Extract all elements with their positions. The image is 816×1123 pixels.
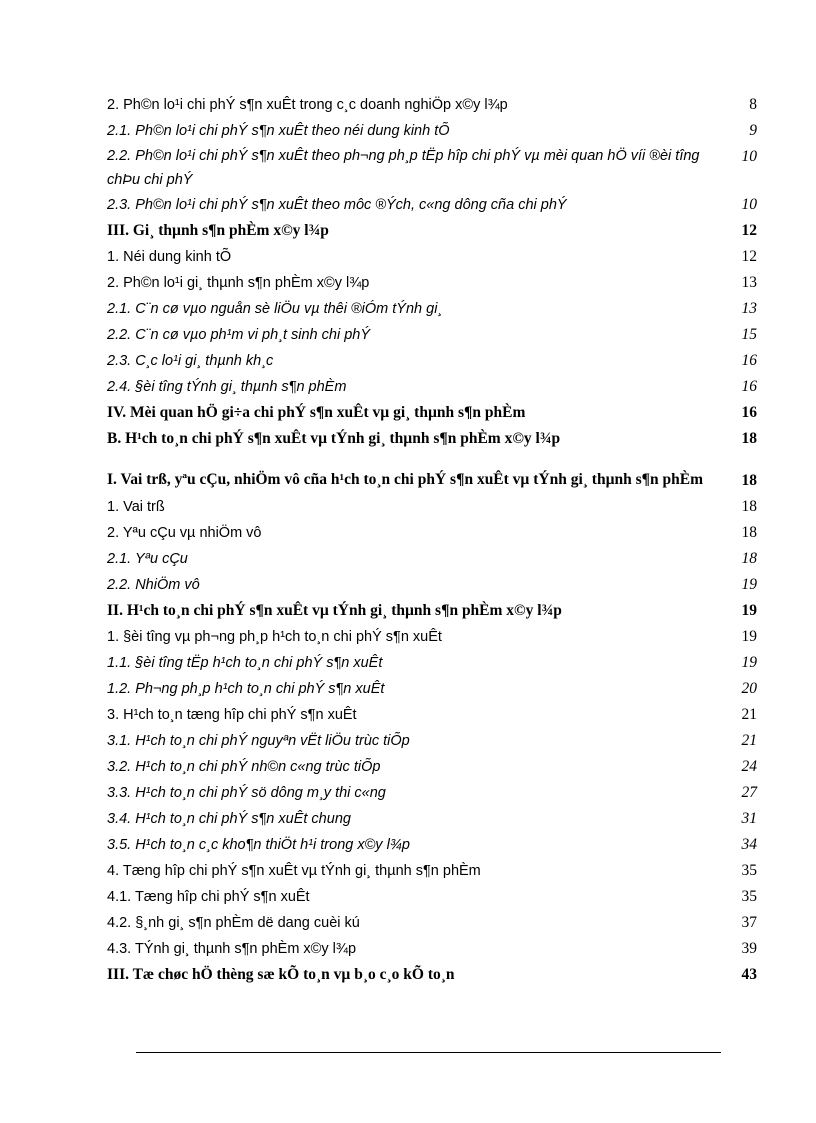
toc-entry-title: 3.4. H¹ch to¸n chi phÝ s¶n xuÊt chung [107,811,351,827]
toc-entry-page: 24 [741,758,757,775]
toc-entry-title: I. Vai trß, yªu cÇu, nhiÖm vô cña h¹ch to¸n chi phÝ s¶n xuÊt vµ tÝnh gi¸ thµnh s¶n phÈm [107,471,704,488]
toc-entry [107,494,757,520]
toc-entry [107,780,757,806]
toc-entry [107,270,757,296]
toc-entry-title: 4.2. §¸nh gi¸ s¶n phÈm dë dang cuèi kú [107,915,360,931]
toc-entry-title: 2. Ph©n lo¹i chi phÝ s¶n xuÊt trong c¸c doanh nghiÖp x©y l¾p [107,97,508,113]
toc-entry-page: 16 [741,404,757,421]
toc-entry [107,676,757,702]
toc-entry [107,520,757,546]
toc-entry-title: 4.1. Tæng hîp chi phÝ s¶n xuÊt [107,889,310,905]
toc-entry-title: 2.3. Ph©n lo¹i chi phÝ s¶n xuÊt theo môc ®Ých, c«ng dông cña chi phÝ [107,197,567,213]
toc-entry [107,962,757,988]
toc-entry-title: 3.3. H¹ch to¸n chi phÝ sö dông m¸y thi c«ng [107,785,386,801]
toc-entry-title: 3.1. H¹ch to¸n chi phÝ nguyªn vËt liÖu trùc tiÕp [107,733,410,749]
table-of-contents [107,92,757,988]
toc-entry-title: 1.1. §èi tîng tËp h¹ch to¸n chi phÝ s¶n xuÊt [107,655,383,671]
toc-entry-page: 19 [741,628,757,645]
toc-entry-title: III. Tæ chøc hÖ thèng sæ kÕ to¸n vµ b¸o c¸o kÕ to¸n [107,966,455,983]
toc-entry-title: 4. Tæng hîp chi phÝ s¶n xuÊt vµ tÝnh gi¸ thµnh s¶n phÈm [107,863,481,879]
toc-entry [107,218,757,244]
toc-entry [107,858,757,884]
toc-entry-page: 16 [741,352,757,369]
toc-entry-page: 10 [741,196,757,213]
toc-entry [107,832,757,858]
toc-entry [107,910,757,936]
toc-entry-page: 20 [741,680,757,697]
toc-entry [107,936,757,962]
toc-entry-page: 21 [741,732,757,749]
toc-entry [107,754,757,780]
toc-entry-page: 27 [741,784,757,801]
toc-entry-title: 3.5. H¹ch to¸n c¸c kho¶n thiÖt h¹i trong x©y l¾p [107,837,410,853]
toc-entry-page: 8 [749,96,757,113]
toc-entry-page: 39 [741,940,757,957]
toc-entry-page: 16 [741,378,757,395]
toc-entry [107,296,757,322]
toc-entry [107,468,757,494]
toc-entry-title: 3. H¹ch to¸n tæng hîp chi phÝ s¶n xuÊt [107,707,357,723]
toc-entry-title: IV. Mèi quan hÖ gi÷a chi phÝ s¶n xuÊt vµ gi¸ thµnh s¶n phÈm [107,404,526,421]
toc-entry-page: 35 [741,862,757,879]
toc-entry-page: 9 [749,122,757,139]
toc-entry [107,624,757,650]
toc-entry [107,546,757,572]
toc-entry-page: 19 [741,602,757,619]
toc-entry-page: 18 [741,550,757,567]
footer-rule [136,1052,721,1053]
toc-entry [107,322,757,348]
toc-entry-page: 21 [741,706,757,723]
toc-entry-page: 12 [741,222,757,239]
toc-entry [107,884,757,910]
toc-entry-page: 18 [741,472,757,489]
toc-entry [107,650,757,676]
toc-entry-page: 35 [741,888,757,905]
toc-entry-title: 2.3. C¸c lo¹i gi¸ thµnh kh¸c [107,353,274,369]
toc-entry [107,118,757,144]
toc-entry-page: 31 [741,810,757,827]
toc-entry-title: 2.1. C¨n cø vµo nguån sè liÖu vµ thêi ®iÓm tÝnh gi¸ [107,301,443,317]
toc-entry-page: 19 [741,654,757,671]
toc-entry [107,348,757,374]
toc-entry-title: 1. §èi tîng vµ ph¬ng ph¸p h¹ch to¸n chi phÝ s¶n xuÊt [107,629,442,645]
toc-entry-page: 34 [741,836,757,853]
toc-entry-title: 3.2. H¹ch to¸n chi phÝ nh©n c«ng trùc tiÕp [107,759,381,775]
toc-entry-page: 18 [741,524,757,541]
toc-entry-title: III. Gi¸ thµnh s¶n phÈm x©y l¾p [107,222,329,239]
toc-entry-title: 2.4. §èi tîng tÝnh gi¸ thµnh s¶n phÈm [107,379,347,395]
toc-entry-page: 10 [741,148,757,165]
toc-entry-title: 2.2. NhiÖm vô [107,577,200,593]
toc-entry-title: 4.3. TÝnh gi¸ thµnh s¶n phÈm x©y l¾p [107,941,357,957]
toc-entry [107,598,757,624]
toc-entry [107,572,757,598]
toc-entry-title: II. H¹ch to¸n chi phÝ s¶n xuÊt vµ tÝnh gi¸ thµnh s¶n phÈm x©y l¾p [107,602,562,619]
toc-entry-page: 43 [741,966,757,983]
toc-entry [107,374,757,400]
toc-entry-page: 12 [741,248,757,265]
toc-entry-title: 1.2. Ph¬ng ph¸p h¹ch to¸n chi phÝ s¶n xuÊt [107,681,385,697]
toc-entry-title: 2. Ph©n lo¹i gi¸ thµnh s¶n phÈm x©y l¾p [107,275,370,291]
toc-entry [107,400,757,426]
toc-entry-title: B. H¹ch to¸n chi phÝ s¶n xuÊt vµ tÝnh gi¸ thµnh s¶n phÈm x©y l¾p [107,430,561,447]
toc-entry [107,144,757,192]
toc-entry-page: 18 [741,498,757,515]
toc-entry-title: 2.2. Ph©n lo¹i chi phÝ s¶n xuÊt theo ph¬ng ph¸p tËp hîp chi phÝ vµ mèi quan hÖ víi ®èi tîng chÞu chi phÝ [107,148,700,188]
toc-entry-title: 2.1. Ph©n lo¹i chi phÝ s¶n xuÊt theo néi dung kinh tÕ [107,123,450,139]
toc-entry-title: 2.1. Yªu cÇu [107,551,188,567]
toc-entry [107,244,757,270]
toc-entry [107,728,757,754]
toc-entry [107,192,757,218]
toc-entry [107,426,757,452]
toc-entry-page: 15 [741,326,757,343]
toc-entry-title: 2. Yªu cÇu vµ nhiÖm vô [107,525,262,541]
toc-entry-page: 13 [741,300,757,317]
toc-entry [107,92,757,118]
toc-entry [107,806,757,832]
toc-entry-title: 1. Vai trß [107,499,165,515]
toc-entry [107,702,757,728]
toc-entry-page: 13 [741,274,757,291]
toc-entry-title: 1. Néi dung kinh tÕ [107,249,232,265]
toc-entry-page: 18 [741,430,757,447]
toc-entry-page: 37 [741,914,757,931]
toc-entry-title: 2.2. C¨n cø vµo ph¹m vi ph¸t sinh chi phÝ [107,327,371,343]
toc-entry-page: 19 [741,576,757,593]
